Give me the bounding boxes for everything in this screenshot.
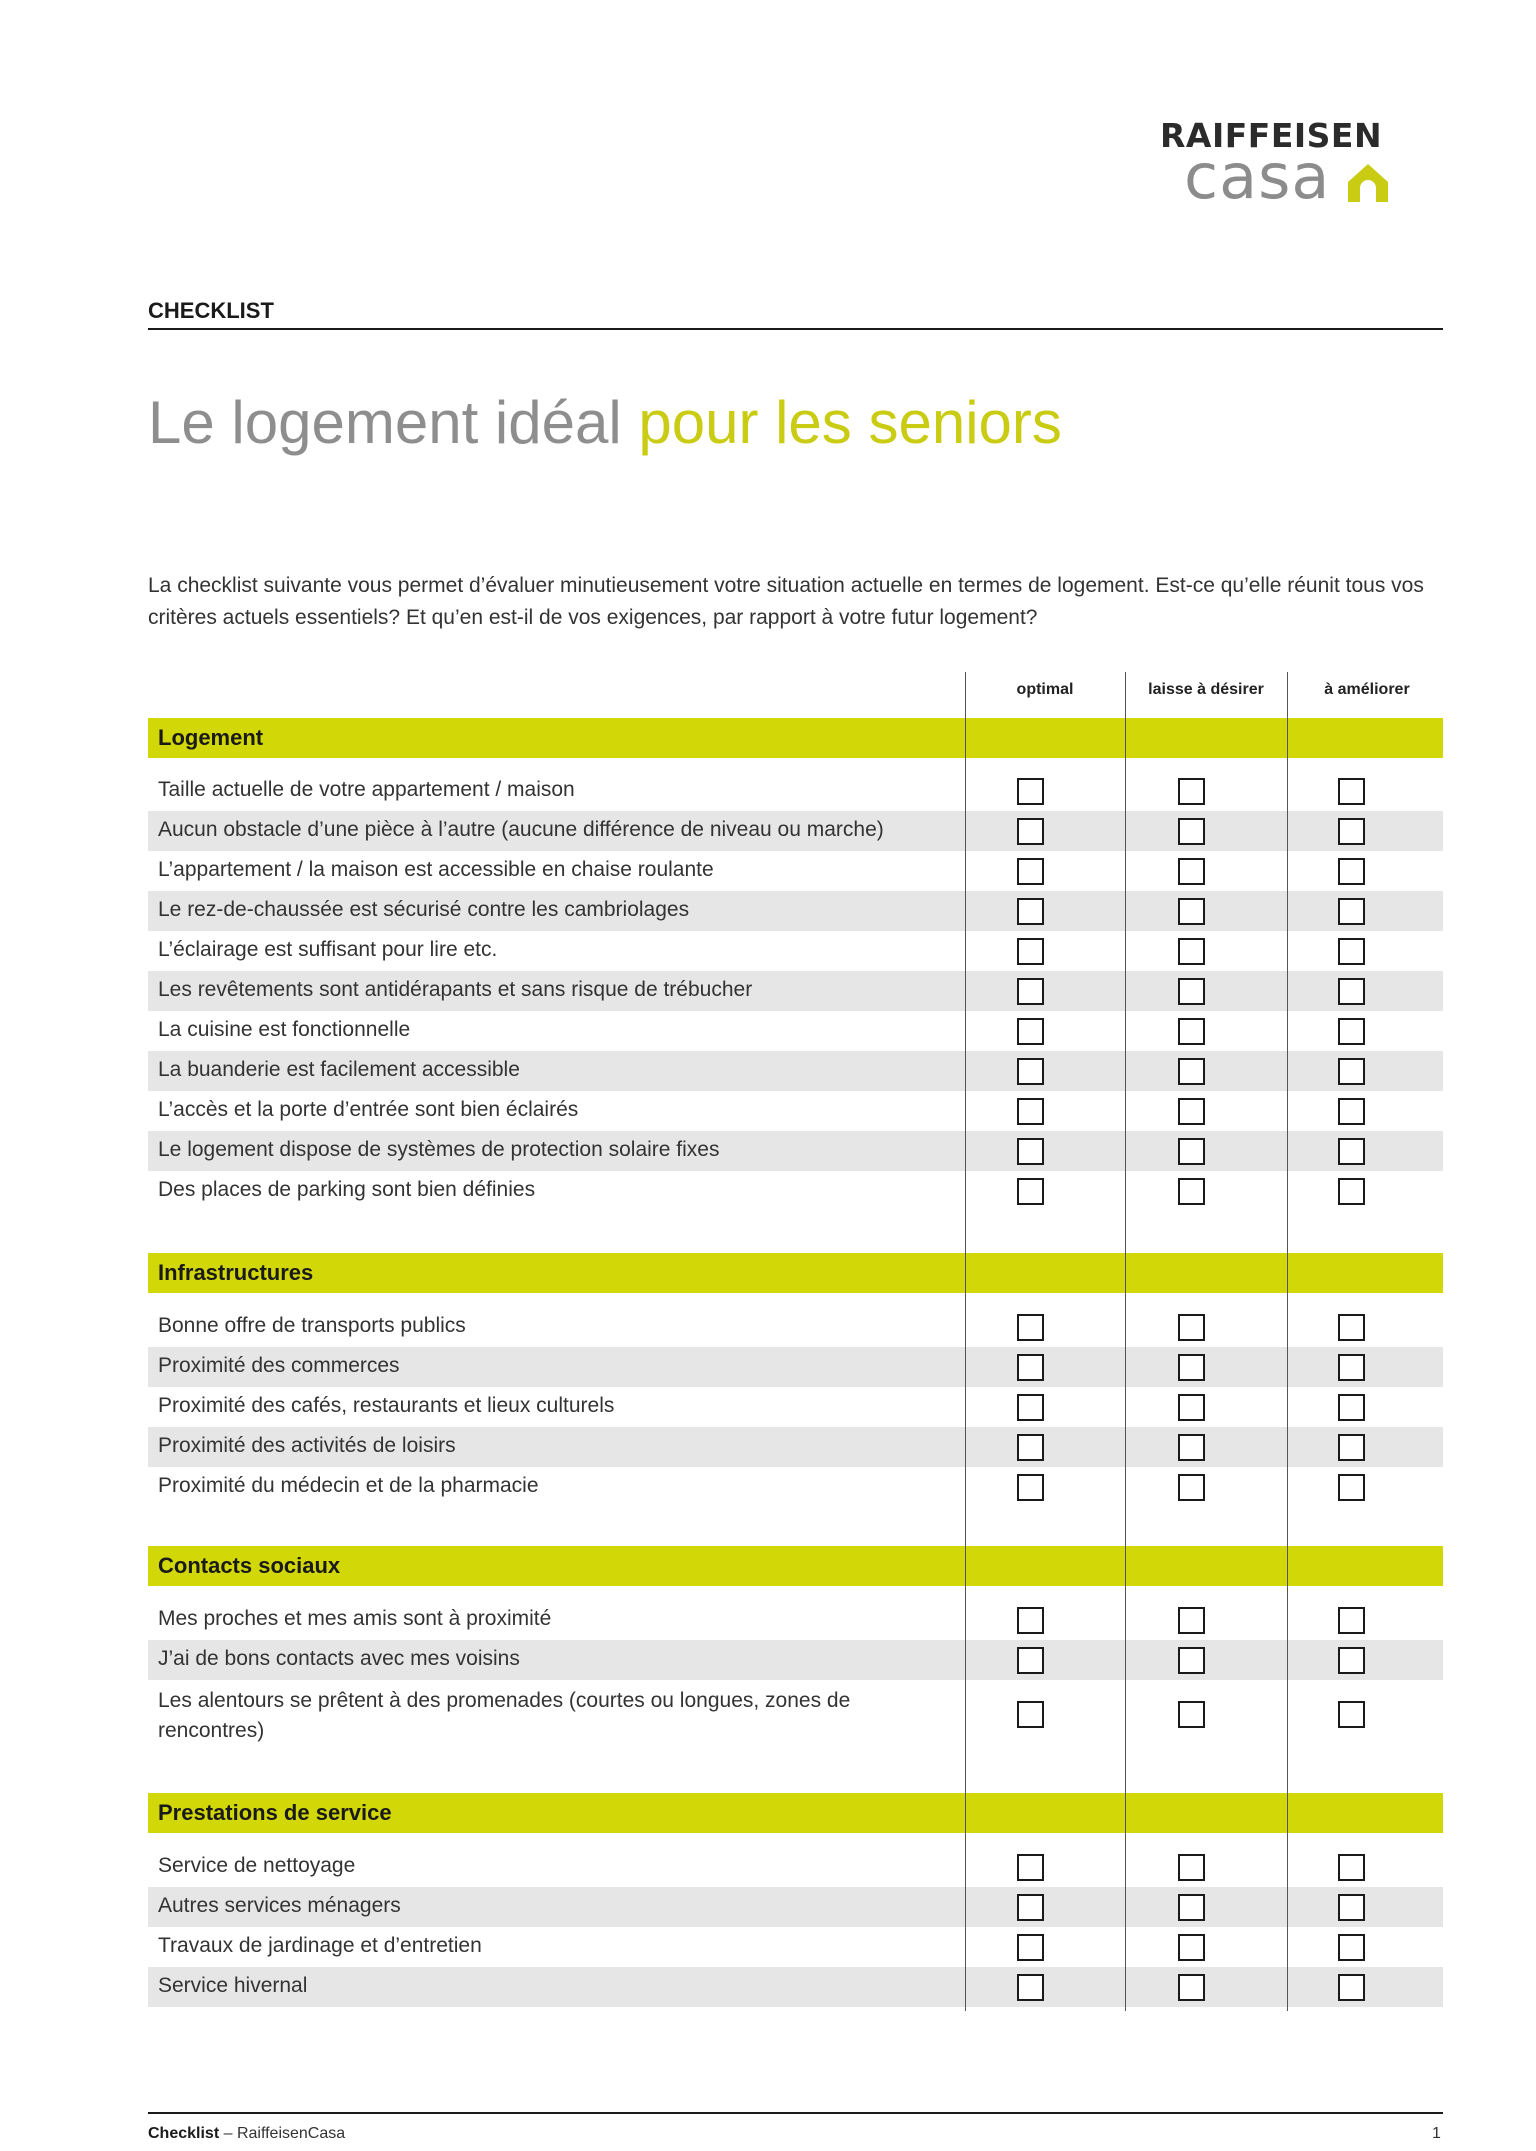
checkbox-optimal[interactable] [1017,818,1044,845]
section-header [148,718,1443,758]
checkbox-a-ameliorer[interactable] [1338,938,1365,965]
checklist-item-label: Les alentours se prêtent à des promenades (courtes ou longues, zones de rencontres) [158,1689,851,1742]
checklist-item-label: Proximité des cafés, restaurants et lieux culturels [158,1394,615,1417]
checkbox-a-ameliorer[interactable] [1338,1607,1365,1634]
checkbox-a-ameliorer[interactable] [1338,1854,1365,1881]
checkbox-laisse-a-desirer[interactable] [1178,898,1205,925]
checkbox-optimal[interactable] [1017,978,1044,1005]
checkbox-optimal[interactable] [1017,1647,1044,1674]
checklist-row [148,1347,1443,1387]
checklist-row [148,1847,1443,1887]
logo-line2: casa [1184,140,1331,213]
checklist-item-label: Travaux de jardinage et d’entretien [158,1934,482,1957]
raiffeisen-casa-logo [1148,108,1408,218]
header-divider [148,328,1443,330]
checklist-row [148,1427,1443,1467]
title-part1: Le logement idéal [148,389,639,456]
checklist-item-label: L’accès et la porte d’entrée sont bien éclairés [158,1098,579,1121]
checkbox-a-ameliorer[interactable] [1338,818,1365,845]
checklist-item-label: L’éclairage est suffisant pour lire etc. [158,938,498,961]
checkbox-optimal[interactable] [1017,858,1044,885]
checklist-item-label: Autres services ménagers [158,1894,401,1917]
checklist-item-label: Le logement dispose de systèmes de protection solaire fixes [158,1138,720,1161]
checklist-row [148,1680,1443,1748]
checkbox-a-ameliorer[interactable] [1338,1178,1365,1205]
checkbox-laisse-a-desirer[interactable] [1178,818,1205,845]
checklist-row [148,1051,1443,1091]
checkbox-laisse-a-desirer[interactable] [1178,1894,1205,1921]
checkbox-optimal[interactable] [1017,1607,1044,1634]
checkbox-optimal[interactable] [1017,1314,1044,1341]
checkbox-laisse-a-desirer[interactable] [1178,938,1205,965]
checkbox-laisse-a-desirer[interactable] [1178,1178,1205,1205]
section-title: Contacts sociaux [158,1553,341,1578]
checkbox-a-ameliorer[interactable] [1338,1138,1365,1165]
checkbox-optimal[interactable] [1017,1434,1044,1461]
checklist-row [148,1927,1443,1967]
checkbox-laisse-a-desirer[interactable] [1178,978,1205,1005]
checkbox-optimal[interactable] [1017,1934,1044,1961]
page-number: 1 [1432,2125,1441,2142]
checkbox-optimal[interactable] [1017,1098,1044,1125]
checkbox-laisse-a-desirer[interactable] [1178,1018,1205,1045]
section-header [148,1253,1443,1293]
checkbox-optimal[interactable] [1017,1894,1044,1921]
checklist-row [148,1467,1443,1507]
checkbox-laisse-a-desirer[interactable] [1178,1934,1205,1961]
checkbox-a-ameliorer[interactable] [1338,1058,1365,1085]
checkbox-a-ameliorer[interactable] [1338,1434,1365,1461]
checkbox-laisse-a-desirer[interactable] [1178,1314,1205,1341]
checklist-item-label: J’ai de bons contacts avec mes voisins [158,1647,520,1670]
column-divider [1287,672,1288,2011]
checklist-row [148,1600,1443,1640]
page-title [148,388,1062,457]
checklist-item-label: Mes proches et mes amis sont à proximité [158,1607,552,1630]
checkbox-laisse-a-desirer[interactable] [1178,1474,1205,1501]
checkbox-laisse-a-desirer[interactable] [1178,1434,1205,1461]
title-part2: pour les seniors [638,389,1062,456]
checkbox-optimal[interactable] [1017,1178,1044,1205]
checkbox-optimal[interactable] [1017,938,1044,965]
checklist-item-label: Proximité du médecin et de la pharmacie [158,1474,539,1497]
checkbox-laisse-a-desirer[interactable] [1178,1647,1205,1674]
checklist-item-label: Proximité des activités de loisirs [158,1434,456,1457]
checkbox-a-ameliorer[interactable] [1338,1314,1365,1341]
column-header-optimal: optimal [1016,681,1074,698]
checklist-row [148,1171,1443,1211]
section-header [148,1546,1443,1586]
section-title: Infrastructures [158,1260,314,1285]
checkbox-optimal[interactable] [1017,1058,1044,1085]
footer-brand: RaiffeisenCasa [236,2125,346,2142]
checklist-label: CHECKLIST [148,298,274,323]
checklist-row [148,1887,1443,1927]
checkbox-a-ameliorer[interactable] [1338,1974,1365,2001]
checkbox-a-ameliorer[interactable] [1338,898,1365,925]
checkbox-laisse-a-desirer[interactable] [1178,778,1205,805]
checkbox-laisse-a-desirer[interactable] [1178,1974,1205,2001]
checkbox-a-ameliorer[interactable] [1338,858,1365,885]
checklist-item-label: Service de nettoyage [158,1854,356,1877]
checklist-item-label: Les revêtements sont antidérapants et sans risque de trébucher [158,978,753,1001]
checkbox-optimal[interactable] [1017,1474,1044,1501]
section-title: Logement [158,725,264,750]
checklist-row [148,811,1443,851]
house-icon [1344,158,1392,206]
checklist-item-label: La cuisine est fonctionnelle [158,1018,411,1041]
checkbox-optimal[interactable] [1017,778,1044,805]
checkbox-a-ameliorer[interactable] [1338,1934,1365,1961]
checkbox-laisse-a-desirer[interactable] [1178,1854,1205,1881]
checklist-row [148,1091,1443,1131]
checkbox-laisse-a-desirer[interactable] [1178,1058,1205,1085]
footer-text [148,2125,345,2143]
checklist-item-label: Le rez-de-chaussée est sécurisé contre les cambriolages [158,898,690,921]
column-header-laisse-a-desirer: laisse à désirer [1148,681,1264,698]
footer-separator: – [219,2125,237,2142]
checkbox-laisse-a-desirer[interactable] [1178,1098,1205,1125]
checkbox-optimal[interactable] [1017,1394,1044,1421]
column-divider [1125,672,1126,2011]
logo-line1: RAIFFEISEN [1160,116,1383,155]
checklist-item-label: Des places de parking sont bien définies [158,1178,536,1201]
checkbox-laisse-a-desirer[interactable] [1178,1354,1205,1381]
checkbox-optimal[interactable] [1017,898,1044,925]
section-title: Prestations de service [158,1800,392,1825]
checklist-item-label: Bonne offre de transports publics [158,1314,466,1337]
checkbox-optimal[interactable] [1017,1854,1044,1881]
checkbox-optimal[interactable] [1017,1354,1044,1381]
checkbox-a-ameliorer[interactable] [1338,1894,1365,1921]
checkbox-a-ameliorer[interactable] [1338,978,1365,1005]
checkbox-optimal[interactable] [1017,1701,1044,1728]
checklist-row [148,931,1443,971]
checkbox-a-ameliorer[interactable] [1338,1098,1365,1125]
checkbox-laisse-a-desirer[interactable] [1178,1394,1205,1421]
column-divider [965,672,966,2011]
checkbox-optimal[interactable] [1017,1974,1044,2001]
checkbox-a-ameliorer[interactable] [1338,1354,1365,1381]
checkbox-optimal[interactable] [1017,1018,1044,1045]
checklist-row [148,1307,1443,1347]
checklist-row [148,1011,1443,1051]
checklist-item-label: L’appartement / la maison est accessible en chaise roulante [158,858,714,881]
checklist-row [148,851,1443,891]
checkbox-laisse-a-desirer[interactable] [1178,1138,1205,1165]
column-header-a-ameliorer: à améliorer [1324,681,1410,698]
checkbox-a-ameliorer[interactable] [1338,1394,1365,1421]
checklist-item-label: Service hivernal [158,1974,308,1997]
checkbox-a-ameliorer[interactable] [1338,1018,1365,1045]
checkbox-a-ameliorer[interactable] [1338,1701,1365,1728]
checkbox-optimal[interactable] [1017,1138,1044,1165]
checklist-row [148,1967,1443,2007]
checkbox-laisse-a-desirer[interactable] [1178,1701,1205,1728]
section-header [148,1793,1443,1833]
checklist-item-label: La buanderie est facilement accessible [158,1058,520,1081]
checklist-item-label: Taille actuelle de votre appartement / maison [158,778,575,801]
checklist-row [148,891,1443,931]
checkbox-laisse-a-desirer[interactable] [1178,1607,1205,1634]
checkbox-a-ameliorer[interactable] [1338,1647,1365,1674]
checklist-item-label: Proximité des commerces [158,1354,400,1377]
checklist-item-label: Aucun obstacle d’une pièce à l’autre (aucune différence de niveau ou marche) [158,818,884,841]
footer-divider [148,2112,1443,2114]
intro-paragraph: La checklist suivante vous permet d’évaluer minutieusement votre situation actuelle en termes de logement. Est-ce qu’elle réunit tous vos critères actuels essentiels? Et qu’en est-il de vos exigences, par rapport à votre futur logement? [148,574,1424,629]
checklist-row [148,971,1443,1011]
checkbox-a-ameliorer[interactable] [1338,1474,1365,1501]
checklist-row [148,771,1443,811]
checklist-row [148,1131,1443,1171]
checkbox-laisse-a-desirer[interactable] [1178,858,1205,885]
checklist-row [148,1387,1443,1427]
checkbox-a-ameliorer[interactable] [1338,778,1365,805]
footer-title: Checklist [148,2125,220,2142]
checklist-row [148,1640,1443,1680]
